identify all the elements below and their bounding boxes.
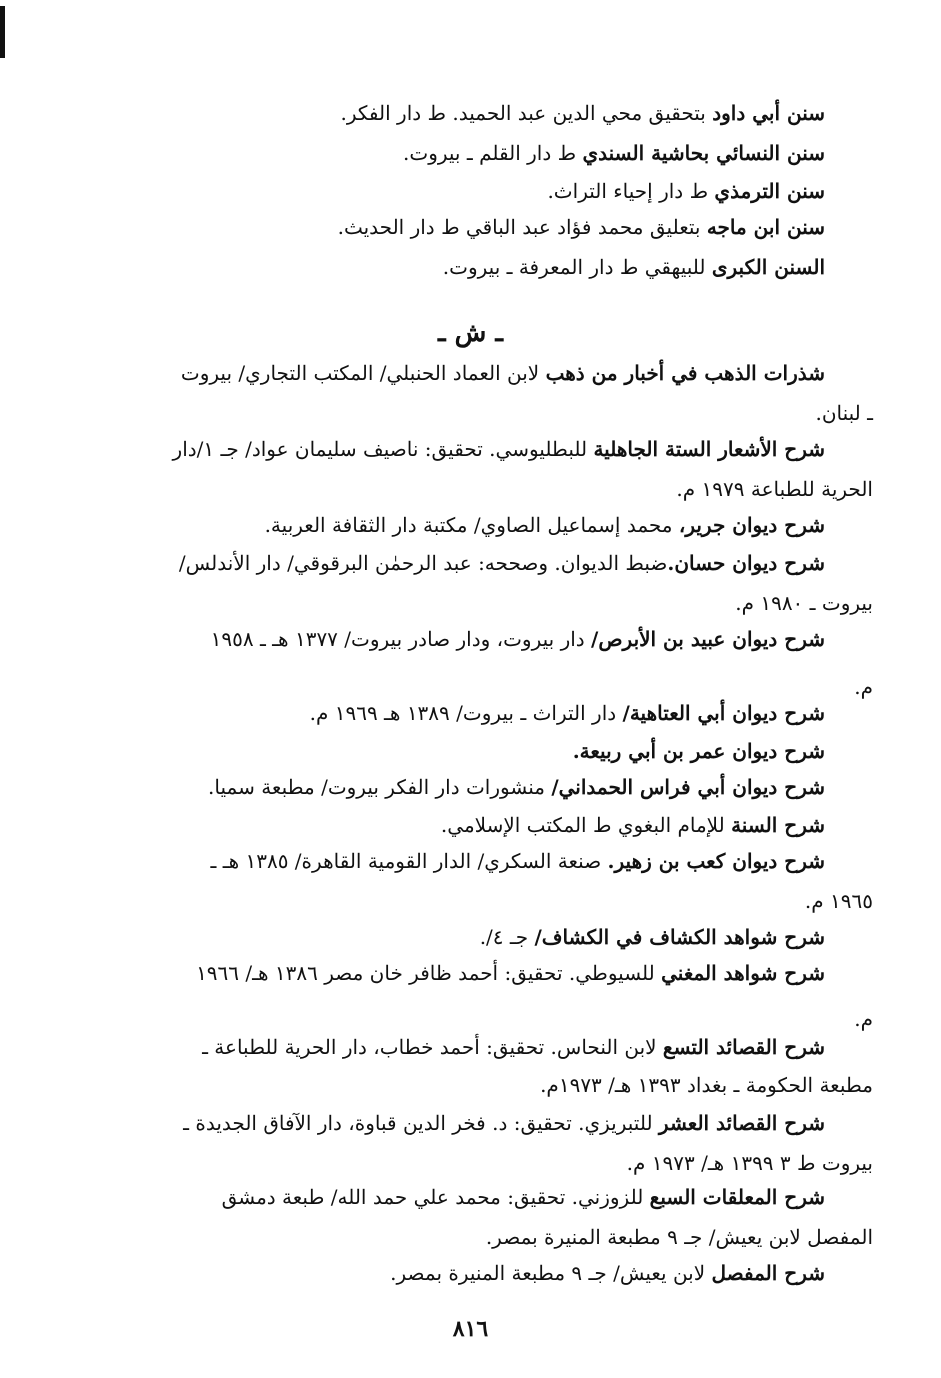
entry-muallaqat: شرح المعلقات السبع للزوزني. تحقيق: محمد علي حمد الله/ طبعة دمشق <box>221 1185 825 1209</box>
page-edge-mark <box>0 6 5 58</box>
entry-sharh-sunna: شرح السنة للإمام البغوي ط المكتب الإسلامي. <box>440 813 825 837</box>
entry-qasaid-tis: شرح القصائد التسع لابن النحاس. تحقيق: أحمد خطاب، دار الحرية للطباعة ـ <box>202 1035 825 1059</box>
entry-sunan-kubra: السنن الكبرى للبيهقي ط دار المعرفة ـ بيروت. <box>442 255 825 279</box>
entry-diwan-atahiya: شرح ديوان أبي العتاهية/ دار التراث ـ بيروت/ ١٣٨٩ هـ ١٩٦٩ م. <box>309 701 825 725</box>
entry-shadharat: شذرات الذهب في أخبار من ذهب لابن العماد الحنبلي/ المكتب التجاري/ بيروت <box>180 361 825 385</box>
entry-diwan-abid-cont: م. <box>854 675 873 699</box>
entry-diwan-abid: شرح ديوان عبيد بن الأبرص/ دار بيروت، ودار صادر بيروت/ ١٣٧٧ هـ ـ ١٩٥٨ <box>210 627 825 651</box>
entry-qasaid-ashr-cont: بيروت ط ٣ ١٣٩٩ هـ/ ١٩٧٣ م. <box>626 1151 873 1175</box>
entry-diwan-kaab: شرح ديوان كعب بن زهير. صنعة السكري/ الدار القومية القاهرة/ ١٣٨٥ هـ ـ <box>210 849 825 873</box>
entry-shawahid-mughni-cont: م. <box>854 1007 873 1031</box>
entry-muallaqat-cont: المفصل لابن يعيش/ جـ ٩ مطبعة المنيرة بمصر. <box>485 1225 873 1249</box>
entry-sunan-nasai: سنن النسائي بحاشية السندي ط دار القلم ـ بيروت. <box>403 141 825 165</box>
entry-diwan-umar: شرح ديوان عمر بن أبي ربيعة. <box>572 739 825 763</box>
entry-diwan-kaab-cont: ١٩٦٥ م. <box>804 889 873 913</box>
entry-diwan-hassan: شرح ديوان حسان.ضبط الديوان. وصححه: عبد الرحمٰن البرقوقي/ دار الأندلس/ <box>178 551 825 575</box>
entry-qasaid-tis-cont: مطبعة الحكومة ـ بغداد ١٣٩٣ هـ/ ١٩٧٣م. <box>540 1073 873 1097</box>
entry-qasaid-ashr: شرح القصائد العشر للتبريزي. تحقيق: د. فخر الدين قباوة، دار الآفاق الجديدة ـ <box>183 1111 825 1135</box>
entry-shawahid-mughni: شرح شواهد المغني للسيوطي. تحقيق: أحمد ظافر خان مصر ١٣٨٦ هـ/ ١٩٦٦ <box>196 961 825 985</box>
entry-sunan-ibn-majah: سنن ابن ماجه بتعليق محمد فؤاد عبد الباقي ط دار الحديث. <box>337 215 825 239</box>
entry-ashaar-sitta-cont: الحرية للطباعة ١٩٧٩ م. <box>676 477 873 501</box>
section-title: ـ ش ـ <box>437 318 504 348</box>
entry-sharh-mufassal: شرح المفصل لابن يعيش/ جـ ٩ مطبعة المنيرة بمصر. <box>390 1261 825 1285</box>
entry-diwan-abi-firas: شرح ديوان أبي فراس الحمداني/ منشورات دار الفكر بيروت/ مطبعة سميا. <box>208 775 825 799</box>
page-number: ٨١٦ <box>452 1316 489 1342</box>
entry-sunan-tirmidhi: سنن الترمذي ط دار إحياء التراث. <box>547 179 825 203</box>
entry-sunan-abi-dawud: سنن أبي داود بتحقيق محي الدين عبد الحميد. ط دار الفكر. <box>340 101 825 125</box>
entry-ashaar-sitta: شرح الأشعار الستة الجاهلية للبطليوسي. تحقيق: ناصيف سليمان عواد/ جـ ١/دار <box>172 437 825 461</box>
entry-diwan-jarir: شرح ديوان جرير، محمد إسماعيل الصاوي/ مكتبة دار الثقافة العربية. <box>264 513 825 537</box>
entry-shawahid-kashshaf: شرح شواهد الكشاف في الكشاف/ جـ ٤/. <box>479 925 825 949</box>
entry-shadharat-cont: ـ لبنان. <box>815 401 873 425</box>
entry-diwan-hassan-cont: بيروت ـ ١٩٨٠ م. <box>735 591 873 615</box>
